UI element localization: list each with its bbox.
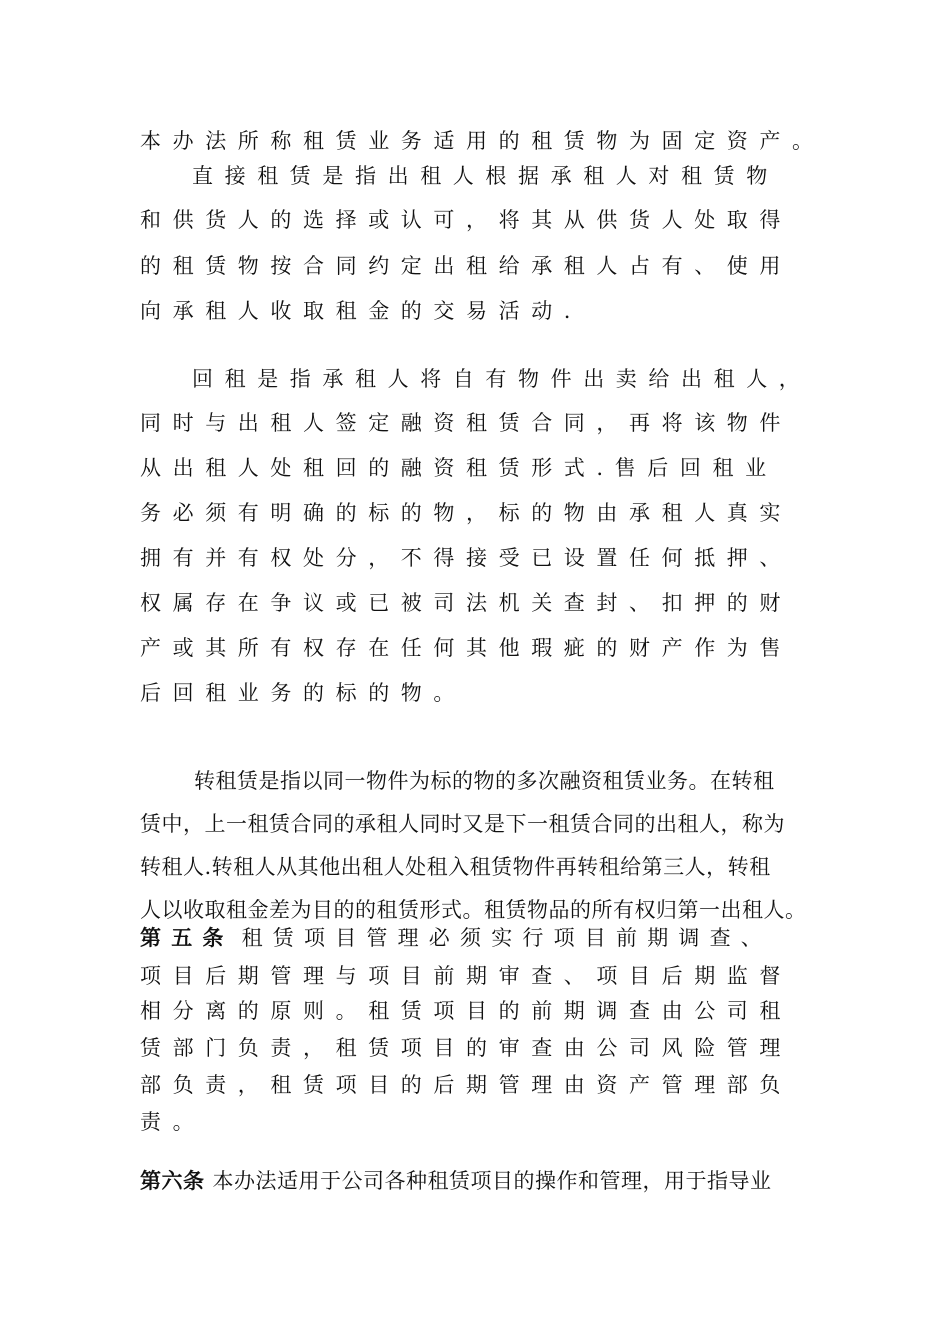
article-5-heading: 第五条 — [140, 925, 234, 950]
paragraph-3-line-8: 后回租业务的标的物。 — [140, 681, 466, 705]
paragraph-2-line-2: 和供货人的选择或认可，将其从供货人处取得 — [140, 208, 792, 232]
paragraph-4-line-2: 赁中，上一租赁合同的承租人同时又是下一租赁合同的出租人，称为 — [140, 812, 785, 836]
paragraph-3-line-6: 权属存在争议或已被司法机关查封、扣押的财 — [140, 591, 792, 615]
article-5-first-line: 租赁项目管理必须实行项目前期调查、 — [241, 926, 773, 950]
article-5-line-6: 责。 — [140, 1110, 206, 1134]
paragraph-3-line-2: 同时与出租人签定融资租赁合同，再将该物件 — [140, 411, 792, 435]
paragraph-2-line-1: 直接租赁是指出租人根据承租人对租赁物 — [192, 164, 779, 188]
paragraph-2-line-4: 向承租人收取租金的交易活动. — [140, 299, 583, 323]
paragraph-2-line-3: 的租赁物按合同约定出租给承租人占有、使用 — [140, 254, 792, 278]
article-5-line-2: 项目后期管理与项目前期审查、项目后期监督 — [140, 964, 792, 988]
paragraph-3-line-5: 拥有并有权处分，不得接受已设置任何抵押、 — [140, 546, 792, 570]
paragraph-1-line-1: 本办法所称租赁业务适用的租赁物为固定资产。 — [140, 129, 825, 153]
paragraph-3-line-7: 产或其所有权存在任何其他瑕疵的财产作为售 — [140, 636, 792, 660]
article-6-first-line: 本办法适用于公司各种租赁项目的操作和管理，用于指导业 — [212, 1169, 772, 1193]
article-6-line-1 — [140, 1165, 772, 1195]
article-5-line-3: 相分离的原则。租赁项目的前期调查由公司租 — [140, 999, 792, 1023]
article-6-heading: 第六条 — [140, 1168, 205, 1193]
paragraph-4-line-4: 人以收取租金差为目的的租赁形式。租赁物品的所有权归第一出租人。 — [140, 898, 807, 922]
paragraph-3-line-1: 回租是指承租人将自有物件出卖给出租人， — [192, 367, 812, 391]
article-5-line-5: 部负责，租赁项目的后期管理由资产管理部负 — [140, 1073, 792, 1097]
article-5-line-4: 赁部门负责，租赁项目的审查由公司风险管理 — [140, 1036, 792, 1060]
paragraph-3-line-3: 从出租人处租回的融资租赁形式.售后回租业 — [140, 456, 778, 480]
article-5-line-1 — [140, 922, 772, 952]
paragraph-4-line-3: 转租人.转租人从其他出租人处租入租赁物件再转租给第三人，转租 — [140, 855, 771, 879]
paragraph-3-line-4: 务必须有明确的标的物，标的物由承租人真实 — [140, 501, 792, 525]
paragraph-4-line-1: 转租赁是指以同一物件为标的物的多次融资租赁业务。在转租 — [194, 769, 775, 793]
